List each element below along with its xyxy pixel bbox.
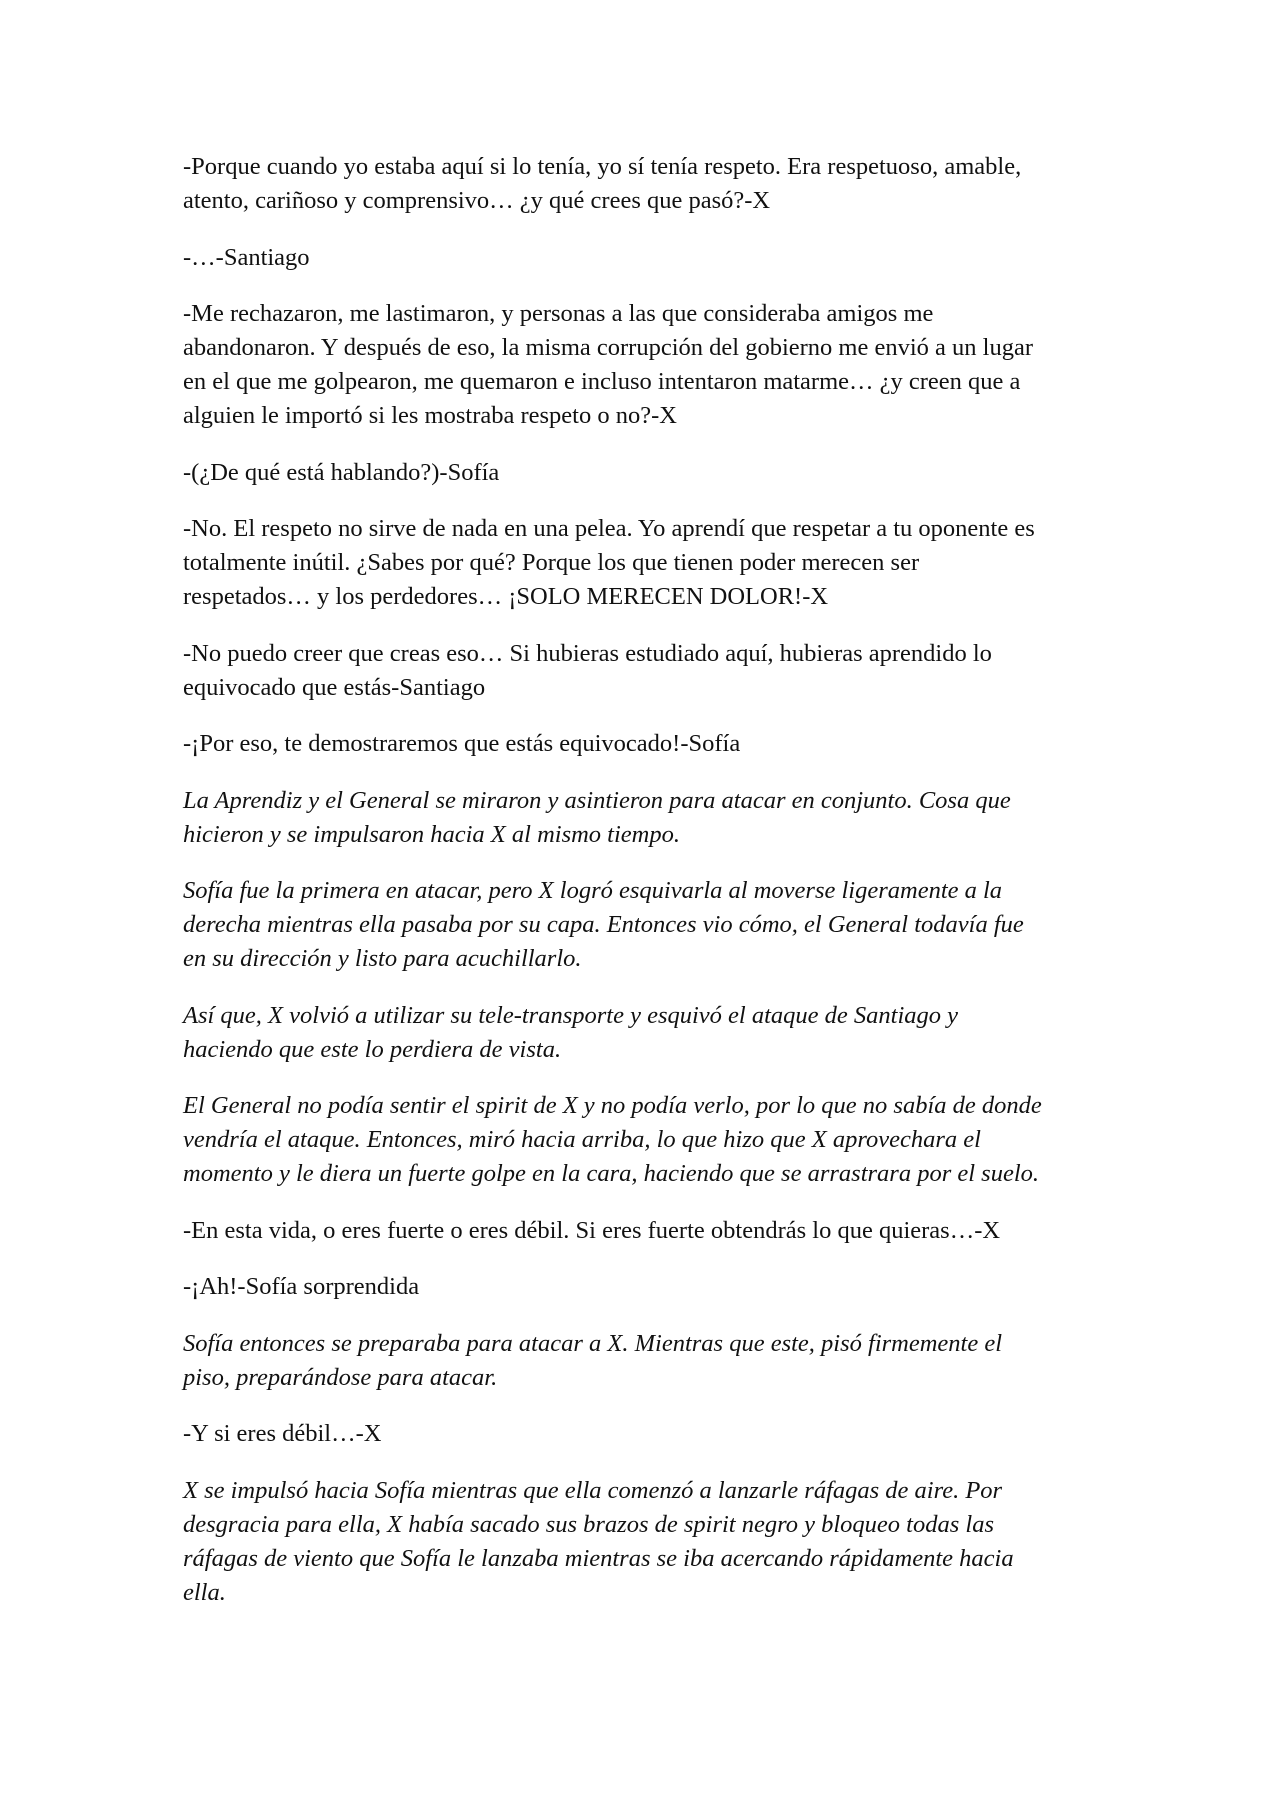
text-line: -…-Santiago — [183, 243, 310, 271]
text-line: vendría el ataque. Entonces, miró hacia arriba, lo que hizo que X aprovechara el — [183, 1126, 981, 1153]
dialogue-paragraph — [183, 297, 1103, 433]
text-line: Sofía fue la primera en atacar, pero X logró esquivarla al moverse ligeramente a la — [183, 877, 1003, 904]
text-line: en el que me golpearon, me quemaron e incluso intentaron matarme… ¿y creen que a — [183, 368, 1021, 395]
dialogue-paragraph — [183, 241, 1103, 275]
text-line: -Me rechazaron, me lastimaron, y personas a las que consideraba amigos me — [183, 300, 934, 327]
narration-paragraph — [183, 1089, 1103, 1191]
text-line: totalmente inútil. ¿Sabes por qué? Porque los que tienen poder merecen ser — [183, 549, 920, 576]
text-line: alguien le importó si les mostraba respeto o no?-X — [183, 402, 677, 429]
text-line: -(¿De qué está hablando?)-Sofía — [183, 458, 500, 486]
text-line: momento y le diera un fuerte golpe en la cara, haciendo que se arrastrara por el suelo. — [183, 1160, 1040, 1187]
dialogue-paragraph — [183, 456, 1103, 490]
text-line: abandonaron. Y después de eso, la misma corrupción del gobierno me envió a un lugar — [183, 334, 1033, 361]
text-line: ráfagas de viento que Sofía le lanzaba mientras se iba acercando rápidamente hacia — [183, 1544, 1014, 1572]
dialogue-paragraph — [183, 512, 1103, 614]
text-line: piso, preparándose para atacar. — [183, 1363, 498, 1391]
text-line: -No puedo creer que creas eso… Si hubieras estudiado aquí, hubieras aprendido lo — [183, 639, 992, 667]
dialogue-paragraph — [183, 1417, 1103, 1451]
text-line: -¡Por eso, te demostraremos que estás equivocado!-Sofía — [183, 730, 741, 757]
narration-paragraph — [183, 999, 1103, 1067]
text-line: desgracia para ella, X había sacado sus brazos de spirit negro y bloqueo todas las — [183, 1510, 994, 1538]
text-line: equivocado que estás-Santiago — [183, 673, 486, 701]
text-line: derecha mientras ella pasaba por su capa. Entonces vio cómo, el General todavía fue — [183, 911, 1024, 938]
text-line: haciendo que este lo perdiera de vista. — [183, 1035, 562, 1063]
text-line: respetados… y los perdedores… ¡SOLO MERECEN DOLOR!-X — [183, 583, 829, 610]
dialogue-paragraph — [183, 150, 1103, 218]
text-line: Sofía entonces se preparaba para atacar a X. Mientras que este, pisó firmemente el — [183, 1329, 1003, 1357]
narration-paragraph — [183, 874, 1103, 976]
text-line: X se impulsó hacia Sofía mientras que ella comenzó a lanzarle ráfagas de aire. Por — [183, 1476, 1003, 1504]
dialogue-paragraph — [183, 1214, 1103, 1248]
text-line: -Porque cuando yo estaba aquí si lo tenía, yo sí tenía respeto. Era respetuoso, amable, — [183, 153, 1022, 180]
text-line: Así que, X volvió a utilizar su tele-transporte y esquivó el ataque de Santiago y — [183, 1001, 959, 1029]
text-line: en su dirección y listo para acuchillarlo. — [183, 945, 582, 972]
narration-paragraph — [183, 1327, 1103, 1395]
text-line: ella. — [183, 1578, 226, 1606]
text-line: -En esta vida, o eres fuerte o eres débil. Si eres fuerte obtendrás lo que quieras…-X — [183, 1216, 1001, 1244]
text-line: -No. El respeto no sirve de nada en una pelea. Yo aprendí que respetar a tu oponente es — [183, 515, 1035, 542]
text-line: atento, cariñoso y comprensivo… ¿y qué crees que pasó?-X — [183, 187, 771, 214]
narration-paragraph — [183, 1474, 1103, 1610]
text-line: La Aprendiz y el General se miraron y asintieron para atacar en conjunto. Cosa que — [183, 786, 1011, 814]
dialogue-paragraph — [183, 637, 1103, 705]
narration-paragraph — [183, 784, 1103, 852]
document-page — [183, 150, 1103, 1632]
text-line: hicieron y se impulsaron hacia X al mismo tiempo. — [183, 820, 680, 848]
dialogue-paragraph — [183, 727, 1103, 761]
text-line: -Y si eres débil…-X — [183, 1420, 382, 1447]
text-line: -¡Ah!-Sofía sorprendida — [183, 1273, 420, 1300]
dialogue-paragraph — [183, 1270, 1103, 1304]
text-line: El General no podía sentir el spirit de X y no podía verlo, por lo que no sabía de donde — [183, 1092, 1042, 1119]
